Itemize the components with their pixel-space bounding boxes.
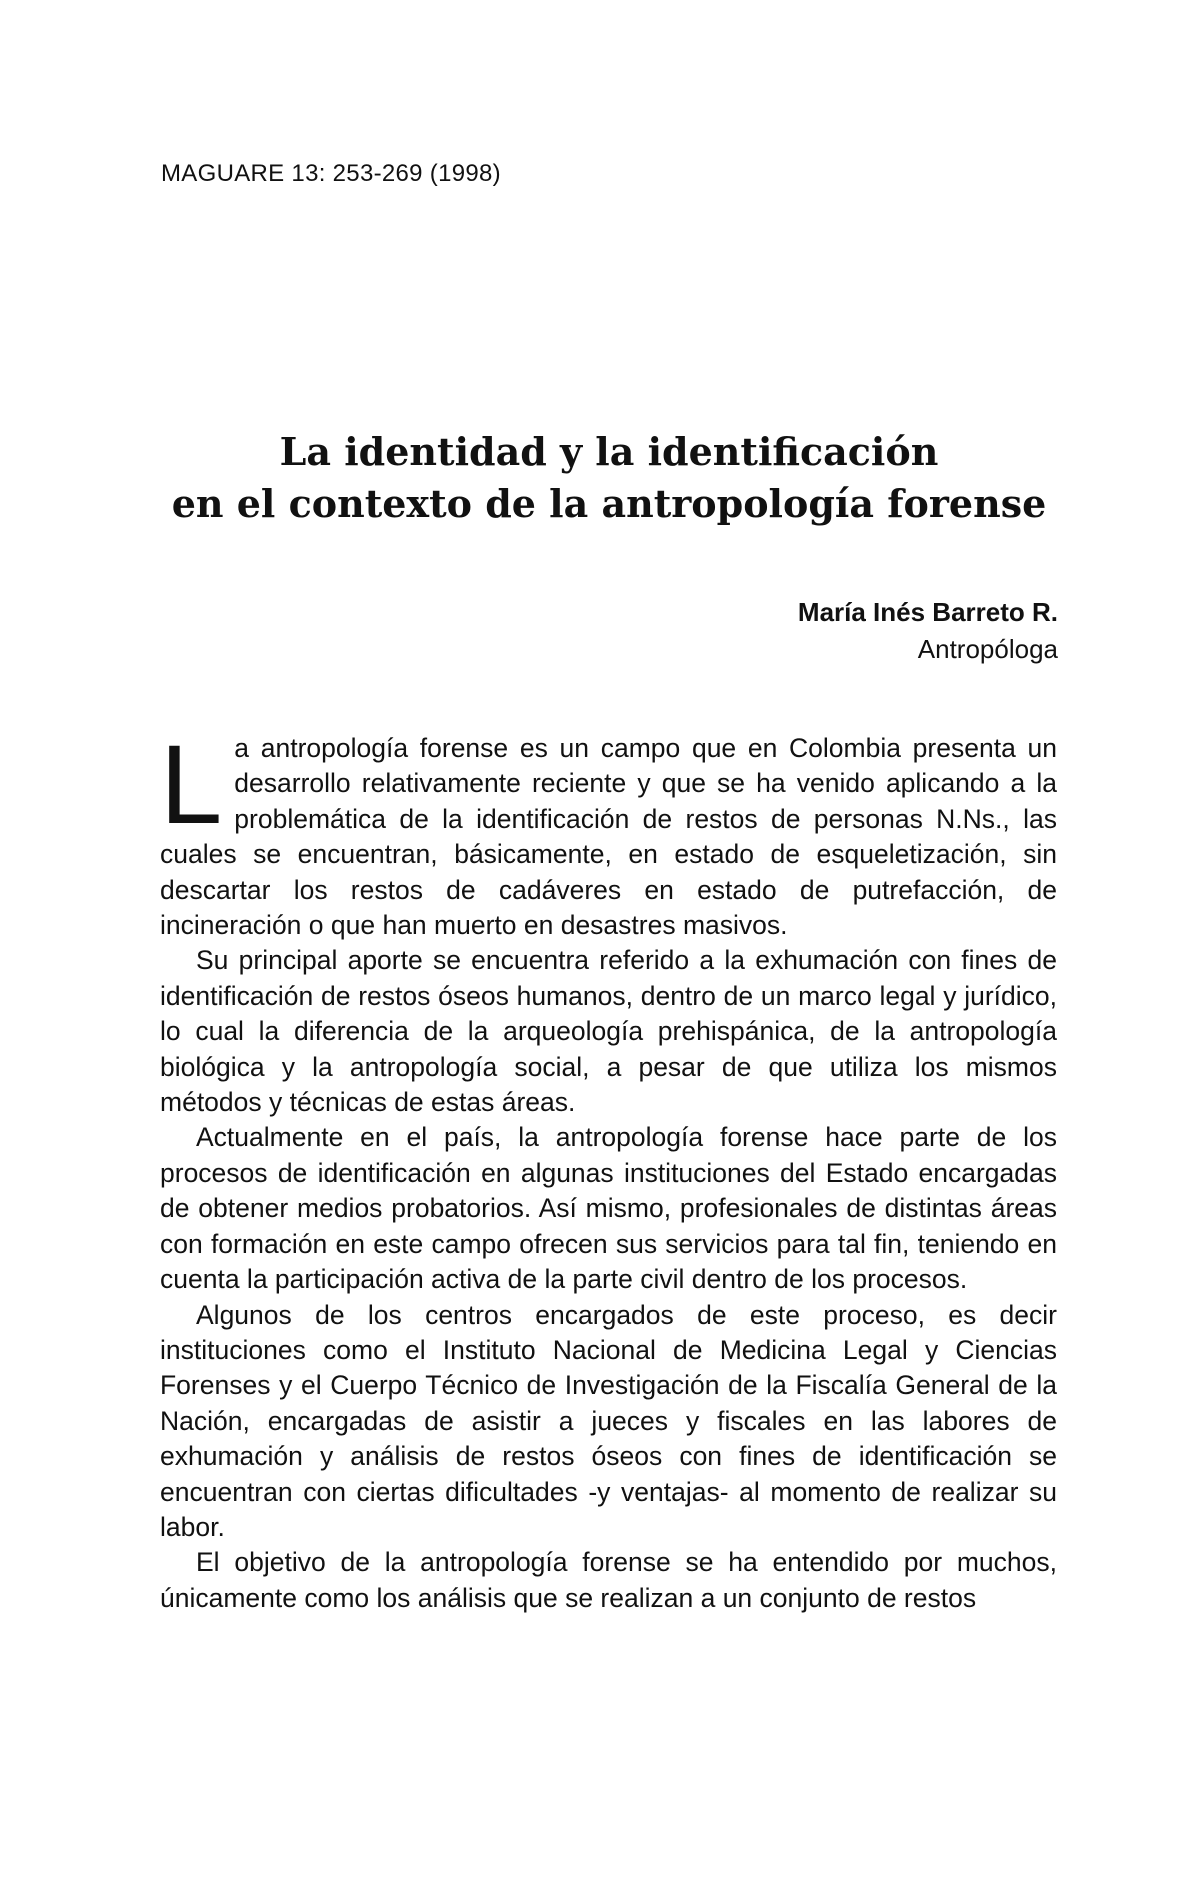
author-name: María Inés Barreto R. xyxy=(797,597,1058,627)
article-body xyxy=(160,722,1057,1616)
paragraph-2: Su principal aporte se encuentra referido a la exhumación con fines de identificación de restos óseos humanos, dentro de un marco legal y jurídico, lo cual la diferencia de la arqueología prehispánica, de la antropología biológica y la antropología social, a pesar de que utiliza los mismos métodos y técnicas de estas áreas. xyxy=(160,945,1057,1118)
article-title-line-1: La identidad y la identificación xyxy=(279,429,939,474)
paragraph-4: Algunos de los centros encargados de este proceso, es decir instituciones como el Instituto Nacional de Medicina Legal y Ciencias Forenses y el Cuerpo Técnico de Investigación de la Fiscalía General de la Nación, encargadas de asistir a jueces y fiscales en las labores de exhumación y análisis de restos óseos con fines de identificación se encuentran con ciertas dificultades -y ventajas- al momento de realizar su labor. xyxy=(160,1299,1057,1542)
author-role: Antropóloga xyxy=(917,634,1058,664)
article-title-line-2: en el contexto de la antropología forense xyxy=(171,481,1047,526)
paragraph-5: El objetivo de la antropología forense se ha entendido por muchos, únicamente como los análisis que se realizan a un conjunto de restos xyxy=(160,1547,1057,1613)
article-title xyxy=(0,426,1200,530)
author-block xyxy=(798,594,1058,668)
paragraph-3: Actualmente en el país, la antropología forense hace parte de los procesos de identificación en algunas instituciones del Estado encargadas de obtener medios probatorios. Así mismo, profesionales de distintas áreas con formación en este campo ofrecen sus servicios para tal fin, teniendo en cuenta la participación activa de la parte civil dentro de los procesos. xyxy=(160,1122,1057,1295)
paragraph-1 xyxy=(160,722,1057,943)
journal-citation: MAGUARE 13: 253-269 (1998) xyxy=(161,160,501,187)
paragraph-1-text: a antropología forense es un campo que en Colombia presenta un desarrollo relativamente reciente y que se ha venido aplicando a la problemática de la identificación de restos de personas N.Ns., las cuales se encuentran, básicamente, en estado de esqueletización, sin descartar los restos de cadáveres en estado de putrefacción, de incineración o que han muerto en desastres masivos. xyxy=(160,733,1057,941)
drop-cap: L xyxy=(160,722,223,847)
